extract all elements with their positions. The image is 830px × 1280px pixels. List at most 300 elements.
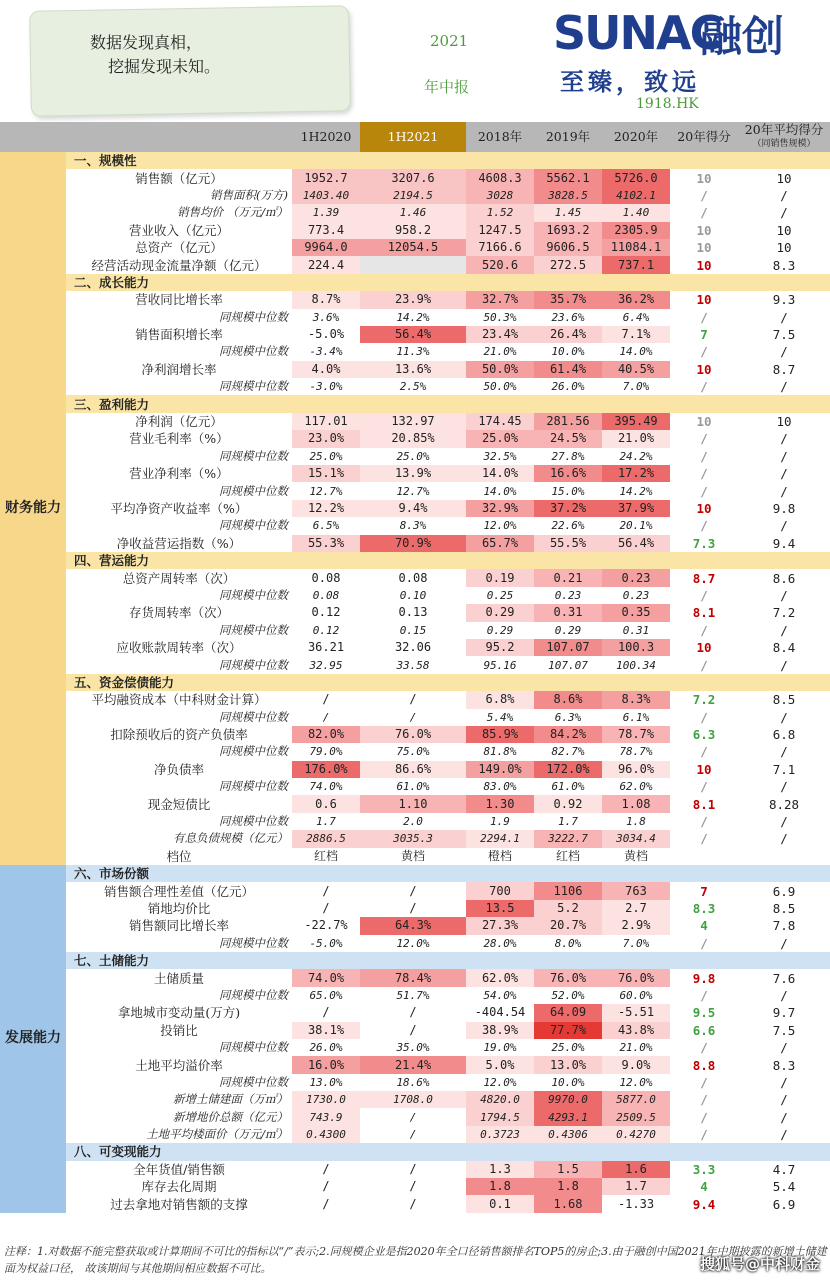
value-cell: 55.3% <box>292 535 360 552</box>
value-cell: 7.1% <box>602 326 670 343</box>
section-row <box>0 952 830 969</box>
value-cell: 37.9% <box>602 500 670 517</box>
avg-score-cell: / <box>780 205 788 221</box>
avg-score-cell: 8.5 <box>772 692 796 708</box>
value-cell: 7.0% <box>602 378 670 395</box>
avg-score-cell: 10 <box>776 414 792 430</box>
avg-score-cell: 9.8 <box>772 501 796 516</box>
value-cell: 1247.5 <box>466 222 534 239</box>
avg-score-cell: 4.7 <box>772 1161 796 1177</box>
report-name: 年中报 <box>424 78 470 96</box>
value-cell: 61.4% <box>534 361 602 378</box>
value-cell: 0.6 <box>292 795 360 812</box>
value-cell: 6.4% <box>602 309 670 326</box>
row-label: 销售额（亿元） <box>135 170 223 186</box>
value-cell: 96.0% <box>602 761 670 778</box>
value-cell: 61.0% <box>534 778 602 795</box>
table-row <box>0 1091 830 1108</box>
avg-score-cell: / <box>780 448 788 464</box>
value-cell: 1.08 <box>602 795 670 812</box>
value-cell: 1.8 <box>466 1178 534 1195</box>
score-cell: / <box>700 587 708 603</box>
score-cell: / <box>700 1040 708 1056</box>
value-cell: 4293.1 <box>534 1108 602 1125</box>
table-row <box>0 187 830 204</box>
value-cell: 26.4% <box>534 326 602 343</box>
value-cell: 1730.0 <box>292 1091 360 1108</box>
value-cell: 3222.7 <box>534 830 602 847</box>
table-row <box>0 639 830 656</box>
avg-score-cell: / <box>780 779 788 795</box>
avg-score-cell: / <box>780 987 788 1003</box>
value-cell: 32.95 <box>292 656 360 673</box>
table-row <box>0 882 830 899</box>
score-cell: / <box>700 483 708 499</box>
table-row <box>0 691 830 708</box>
table-row <box>0 743 830 760</box>
value-cell: 0.4300 <box>292 1126 360 1143</box>
avg-score-cell: / <box>780 622 788 638</box>
table-row <box>0 1178 830 1195</box>
score-cell: 10 <box>696 257 712 273</box>
value-cell: 0.4306 <box>534 1126 602 1143</box>
score-cell: 7.2 <box>692 692 716 708</box>
value-cell: 26.0% <box>292 1039 360 1056</box>
value-cell: 38.1% <box>292 1022 360 1039</box>
value-cell: 79.0% <box>292 743 360 760</box>
row-label: 扣除预收后的资产负债率 <box>110 727 248 743</box>
row-label: 新增地价总额（亿元） <box>173 1109 288 1124</box>
note-line-2: 挖掘发现未知。 <box>108 57 221 76</box>
avg-score-cell: / <box>780 379 788 395</box>
value-cell: 132.97 <box>360 413 466 430</box>
table-row <box>0 1161 830 1178</box>
score-cell: / <box>700 309 708 325</box>
value-cell: 13.0% <box>292 1074 360 1091</box>
value-cell: 24.5% <box>534 430 602 447</box>
value-cell: 5726.0 <box>602 169 670 186</box>
value-cell: 15.1% <box>292 465 360 482</box>
value-cell: 2305.9 <box>602 222 670 239</box>
score-cell: 10 <box>696 414 712 430</box>
value-cell: / <box>292 882 360 899</box>
value-cell: 9970.0 <box>534 1091 602 1108</box>
value-cell: 13.6% <box>360 361 466 378</box>
value-cell: 6.1% <box>602 709 670 726</box>
value-cell: 1.30 <box>466 795 534 812</box>
table-row <box>0 1004 830 1021</box>
value-cell: 35.7% <box>534 291 602 308</box>
value-cell: 1.6 <box>602 1161 670 1178</box>
avg-score-cell: 8.28 <box>768 796 800 812</box>
score-cell: 9.8 <box>692 970 716 986</box>
value-cell: 2.0 <box>360 813 466 830</box>
table-row <box>0 795 830 812</box>
score-cell: / <box>700 448 708 464</box>
value-cell: 1794.5 <box>466 1108 534 1125</box>
score-cell: 10 <box>696 222 712 238</box>
category-finance: 财务能力 <box>0 152 66 865</box>
value-cell: 9606.5 <box>534 239 602 256</box>
value-cell: -22.7% <box>292 917 360 934</box>
score-cell: / <box>700 622 708 638</box>
value-cell: 0.29 <box>466 622 534 639</box>
value-cell: 78.4% <box>360 969 466 986</box>
value-cell: 36.21 <box>292 639 360 656</box>
row-label: 库存去化周期 <box>141 1179 217 1195</box>
score-cell: 10 <box>696 640 712 656</box>
value-cell: / <box>360 1195 466 1212</box>
section-row <box>0 865 830 882</box>
score-cell: 10 <box>696 170 712 186</box>
table-row <box>0 169 830 186</box>
avg-score-cell: 6.8 <box>772 727 796 743</box>
value-cell: 6.8% <box>466 691 534 708</box>
row-label: 净负债率 <box>153 761 204 777</box>
value-cell: 15.0% <box>534 482 602 499</box>
avg-score-cell: / <box>780 483 788 499</box>
score-cell: 8.8 <box>692 1057 716 1073</box>
table-row <box>0 1126 830 1143</box>
value-cell: 8.6% <box>534 691 602 708</box>
value-cell: / <box>360 882 466 899</box>
header-col-avg <box>738 122 830 152</box>
avg-score-cell: 7.6 <box>772 970 796 986</box>
section-title: 一、规模性 <box>66 152 830 169</box>
value-cell: 1.39 <box>292 204 360 221</box>
header-col: 2018年 <box>466 122 534 152</box>
value-cell: 25.0% <box>292 448 360 465</box>
value-cell: 40.5% <box>602 361 670 378</box>
score-cell: 7 <box>700 327 708 343</box>
value-cell: 13.0% <box>534 1056 602 1073</box>
value-cell: / <box>292 1004 360 1021</box>
section-title: 七、土储能力 <box>66 952 830 969</box>
value-cell: 0.1 <box>466 1195 534 1212</box>
value-cell: 24.2% <box>602 448 670 465</box>
value-cell: 172.0% <box>534 761 602 778</box>
value-cell: 11084.1 <box>602 239 670 256</box>
value-cell: 25.0% <box>534 1039 602 1056</box>
value-cell: 35.0% <box>360 1039 466 1056</box>
value-cell: 11.3% <box>360 343 466 360</box>
value-cell: 12.0% <box>360 935 466 952</box>
value-cell: 32.9% <box>466 500 534 517</box>
row-label: 营业收入（亿元） <box>128 222 229 238</box>
value-cell: 82.0% <box>292 726 360 743</box>
value-cell: 2509.5 <box>602 1108 670 1125</box>
value-cell: 78.7% <box>602 743 670 760</box>
value-cell: 16.6% <box>534 465 602 482</box>
avg-score-cell: / <box>780 587 788 603</box>
value-cell: 8.3% <box>602 691 670 708</box>
row-label: 净利润增长率 <box>141 361 217 377</box>
value-cell: 54.0% <box>466 987 534 1004</box>
table-row <box>0 830 830 847</box>
value-cell: -3.0% <box>292 378 360 395</box>
value-cell: 23.4% <box>466 326 534 343</box>
value-cell: 0.23 <box>602 587 670 604</box>
value-cell: 2194.5 <box>360 187 466 204</box>
value-cell: 14.2% <box>602 482 670 499</box>
row-label: 现金短债比 <box>147 796 211 812</box>
score-cell <box>670 848 738 865</box>
row-label: 销地均价比 <box>147 900 211 916</box>
value-cell: 75.0% <box>360 743 466 760</box>
avg-score-cell: 7.8 <box>772 918 796 934</box>
value-cell: 32.7% <box>466 291 534 308</box>
value-cell: 74.0% <box>292 969 360 986</box>
value-cell: 7166.6 <box>466 239 534 256</box>
value-cell: 51.7% <box>360 987 466 1004</box>
value-cell: 18.6% <box>360 1074 466 1091</box>
value-cell: 23.9% <box>360 291 466 308</box>
row-label: 同规模中位数 <box>219 518 288 533</box>
score-cell: / <box>700 1092 708 1108</box>
value-cell: 23.0% <box>292 430 360 447</box>
value-cell: 2.9% <box>602 917 670 934</box>
avg-score-cell: / <box>780 657 788 673</box>
value-cell: 12.0% <box>466 517 534 534</box>
table-row <box>0 726 830 743</box>
table-row <box>0 935 830 952</box>
section-row <box>0 395 830 412</box>
header-blank <box>0 122 66 152</box>
value-cell: 25.0% <box>466 430 534 447</box>
value-cell: 1403.40 <box>292 187 360 204</box>
table-row <box>0 482 830 499</box>
value-cell: 50.0% <box>466 361 534 378</box>
value-cell: 0.92 <box>534 795 602 812</box>
row-label: 档位 <box>166 848 192 864</box>
value-cell: 65.0% <box>292 987 360 1004</box>
value-cell: / <box>360 900 466 917</box>
value-cell: 52.0% <box>534 987 602 1004</box>
value-cell: 86.6% <box>360 761 466 778</box>
table-row <box>0 430 830 447</box>
value-cell: 9964.0 <box>292 239 360 256</box>
value-cell: 737.1 <box>602 256 670 273</box>
value-cell: 12.2% <box>292 500 360 517</box>
avg-score-cell: / <box>780 1092 788 1108</box>
value-cell: 4.0% <box>292 361 360 378</box>
value-cell: 1.45 <box>534 204 602 221</box>
value-cell: 3828.5 <box>534 187 602 204</box>
table-row <box>0 517 830 534</box>
avg-score-cell: 6.9 <box>772 1196 796 1212</box>
row-label: 平均净资产收益率（%） <box>110 501 248 516</box>
header-col: 20年得分 <box>670 122 738 152</box>
value-cell: 1.46 <box>360 204 466 221</box>
section-title: 八、可变现能力 <box>66 1143 830 1160</box>
value-cell: 700 <box>466 882 534 899</box>
value-cell: 0.3723 <box>466 1126 534 1143</box>
value-cell: 76.0% <box>360 726 466 743</box>
row-label: 同规模中位数 <box>219 344 288 359</box>
row-label: 同规模中位数 <box>219 779 288 794</box>
value-cell: 0.12 <box>292 604 360 621</box>
table-row <box>0 413 830 430</box>
value-cell: -5.51 <box>602 1004 670 1021</box>
score-cell: / <box>700 1074 708 1090</box>
value-cell: 14.0% <box>466 482 534 499</box>
score-cell: / <box>700 779 708 795</box>
table-row <box>0 1074 830 1091</box>
value-cell: 9.0% <box>602 1056 670 1073</box>
avg-score-cell: 9.7 <box>772 1005 796 1021</box>
section-title: 四、营运能力 <box>66 552 830 569</box>
score-cell: 10 <box>696 761 712 777</box>
score-cell: 6.6 <box>692 1022 716 1038</box>
value-cell: 2.5% <box>360 378 466 395</box>
value-cell: -3.4% <box>292 343 360 360</box>
avg-score-cell: 7.5 <box>772 327 796 343</box>
header-col: 2019年 <box>534 122 602 152</box>
value-cell: 5562.1 <box>534 169 602 186</box>
value-cell: 1693.2 <box>534 222 602 239</box>
value-cell: -1.33 <box>602 1195 670 1212</box>
value-cell: 2886.5 <box>292 830 360 847</box>
value-cell: / <box>292 1178 360 1195</box>
value-cell: / <box>360 1022 466 1039</box>
avg-score-cell: / <box>780 744 788 760</box>
logo-sunac: SUNAC <box>553 6 722 60</box>
value-cell: 19.0% <box>466 1039 534 1056</box>
section-title: 六、市场份额 <box>66 865 830 882</box>
value-cell: 100.3 <box>602 639 670 656</box>
row-label: 同规模中位数 <box>219 1040 288 1055</box>
row-label: 营业毛利率（%） <box>129 431 229 447</box>
avg-score-cell: 8.7 <box>772 361 796 377</box>
value-cell: / <box>360 1161 466 1178</box>
value-cell: 20.7% <box>534 917 602 934</box>
table-row <box>0 204 830 221</box>
value-cell: 20.1% <box>602 517 670 534</box>
value-cell: 100.34 <box>602 656 670 673</box>
value-cell: 0.13 <box>360 604 466 621</box>
value-cell: 1.8 <box>534 1178 602 1195</box>
value-cell: 224.4 <box>292 256 360 273</box>
row-label: 销售面积(万方) <box>210 187 288 202</box>
score-cell: 8.7 <box>692 570 716 586</box>
score-cell: / <box>700 657 708 673</box>
row-label: 同规模中位数 <box>219 657 288 672</box>
value-cell: 12.0% <box>466 1074 534 1091</box>
table-row <box>0 448 830 465</box>
value-cell: 10.0% <box>534 1074 602 1091</box>
table-row <box>0 326 830 343</box>
row-label: 同规模中位数 <box>219 622 288 637</box>
score-cell: 4 <box>700 918 708 934</box>
avg-score-cell <box>738 848 830 865</box>
value-cell: -5.0% <box>292 326 360 343</box>
row-label: 同规模中位数 <box>219 448 288 463</box>
value-cell: 1.8 <box>602 813 670 830</box>
row-label: 全年货值/销售额 <box>133 1161 225 1177</box>
value-cell: 0.23 <box>534 587 602 604</box>
value-cell: 0.08 <box>292 587 360 604</box>
avg-score-cell: 7.5 <box>772 1022 796 1038</box>
value-cell: 0.08 <box>360 569 466 586</box>
value-cell: 8.0% <box>534 935 602 952</box>
avg-score-cell: 8.6 <box>772 570 796 586</box>
avg-score-cell: / <box>780 1040 788 1056</box>
value-cell: 12.0% <box>602 1074 670 1091</box>
row-label: 同规模中位数 <box>219 379 288 394</box>
value-cell: 红档 <box>292 848 360 865</box>
score-cell: / <box>700 709 708 725</box>
row-label: 新增土储建面（万㎡） <box>173 1092 288 1107</box>
value-cell: 773.4 <box>292 222 360 239</box>
value-cell: / <box>292 1195 360 1212</box>
value-cell: 64.09 <box>534 1004 602 1021</box>
value-cell: 0.23 <box>602 569 670 586</box>
value-cell: 84.2% <box>534 726 602 743</box>
value-cell: 12.7% <box>360 482 466 499</box>
value-cell: 7.0% <box>602 935 670 952</box>
value-cell: 85.9% <box>466 726 534 743</box>
avg-score-cell: 8.5 <box>772 900 796 916</box>
table-row <box>0 535 830 552</box>
value-cell: 61.0% <box>360 778 466 795</box>
value-cell: 0.15 <box>360 622 466 639</box>
value-cell: 37.2% <box>534 500 602 517</box>
row-label: 同规模中位数 <box>219 587 288 602</box>
score-cell: 4 <box>700 1179 708 1195</box>
value-cell: 2294.1 <box>466 830 534 847</box>
value-cell: 1.5 <box>534 1161 602 1178</box>
value-cell: 60.0% <box>602 987 670 1004</box>
value-cell: 27.8% <box>534 448 602 465</box>
value-cell: 0.29 <box>534 622 602 639</box>
row-label: 营收同比增长率 <box>135 292 223 308</box>
section-row <box>0 1143 830 1160</box>
value-cell: 23.6% <box>534 309 602 326</box>
value-cell: 50.0% <box>466 378 534 395</box>
value-cell: 5877.0 <box>602 1091 670 1108</box>
value-cell: / <box>292 1161 360 1178</box>
row-label: 总资产（亿元） <box>135 240 223 256</box>
avg-score-cell: / <box>780 344 788 360</box>
score-cell: 9.5 <box>692 1005 716 1021</box>
avg-score-cell: / <box>780 709 788 725</box>
row-label: 过去拿地对销售额的支撑 <box>110 1196 248 1212</box>
avg-score-cell: / <box>780 466 788 482</box>
value-cell: 76.0% <box>534 969 602 986</box>
value-cell: 3034.4 <box>602 830 670 847</box>
value-cell: 14.2% <box>360 309 466 326</box>
value-cell: 8.7% <box>292 291 360 308</box>
value-cell: 33.58 <box>360 656 466 673</box>
value-cell: 17.2% <box>602 465 670 482</box>
value-cell: 3207.6 <box>360 169 466 186</box>
footnote: 注释：1.对数据不能完整获取或计算期间不可比的指标以“/”表示;2.同规模企业是指2020年全口径销售额排名TOP5的房企;3.由于融创中国2021年中期披露的新增土储建面为权益口径， 故该期间与其他期间相应数据不可比。 <box>4 1245 827 1275</box>
table-body <box>0 152 830 1213</box>
row-label: 土储质量 <box>153 970 204 986</box>
score-cell: 8.3 <box>692 900 716 916</box>
value-cell: 176.0% <box>292 761 360 778</box>
score-cell: 10 <box>696 240 712 256</box>
value-cell: 1.68 <box>534 1195 602 1212</box>
value-cell: 1708.0 <box>360 1091 466 1108</box>
value-cell: 56.4% <box>360 326 466 343</box>
value-cell: / <box>292 709 360 726</box>
value-cell: 0.35 <box>602 604 670 621</box>
row-label: 有息负债规模（亿元） <box>173 831 288 846</box>
table-row <box>0 1108 830 1125</box>
logo-chinese: 融创 <box>700 12 785 61</box>
value-cell: 64.3% <box>360 917 466 934</box>
